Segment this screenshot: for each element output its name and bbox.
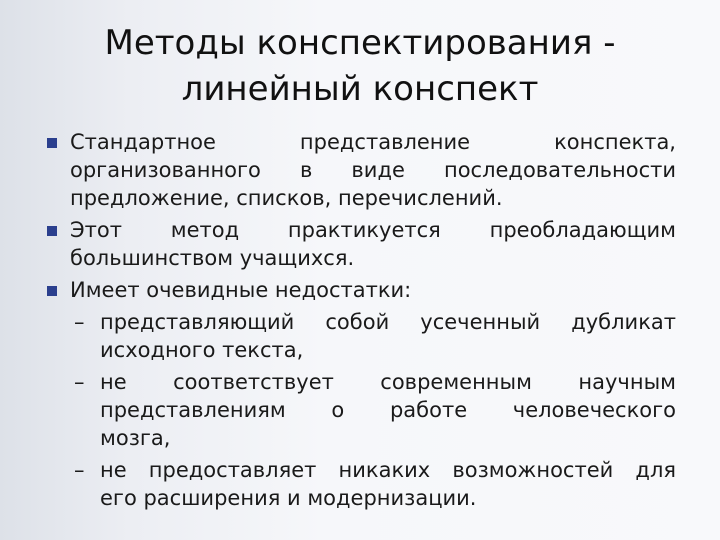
bullet-text-line: Имеет очевидные недостатки:	[70, 278, 412, 302]
slide-body	[44, 128, 676, 516]
subitem-text-line: его расширения и модернизации.	[100, 486, 477, 510]
bullet-text-line: большинством учащихся.	[70, 246, 355, 270]
square-bullet-icon	[47, 226, 57, 236]
title-line-1: Методы конспектирования -	[104, 23, 616, 63]
subitem-text-line: представлениям о работе человеческого	[100, 398, 676, 422]
title-line-2: линейный конспект	[181, 69, 539, 109]
dash-marker: –	[74, 310, 85, 334]
subitem-duplicate	[44, 308, 676, 364]
bullet-item-standard	[44, 128, 676, 212]
subitem-text-line: мозга,	[100, 426, 171, 450]
dash-marker: –	[74, 458, 85, 482]
subitem-text-line: не соответствует современным научным	[100, 370, 676, 394]
bullet-text-line: организованного в виде последовательности	[70, 158, 676, 182]
bullet-text-line: Стандартное представление конспекта,	[70, 130, 676, 154]
square-bullet-icon	[47, 138, 57, 148]
subitem-not-matching	[44, 368, 676, 452]
bullet-item-method	[44, 216, 676, 272]
slide-title	[40, 20, 680, 112]
subitem-text-line: исходного текста,	[100, 338, 304, 362]
bullet-text-line: Этот метод практикуется преобладающим	[70, 218, 676, 242]
subitem-text-line: не предоставляет никаких возможностей для	[100, 458, 676, 482]
dash-marker: –	[74, 370, 85, 394]
bullet-item-drawbacks	[44, 276, 676, 304]
subitem-no-expansion	[44, 456, 676, 512]
square-bullet-icon	[47, 286, 57, 296]
subitem-text-line: представляющий собой усеченный дубликат	[100, 310, 676, 334]
bullet-text-line: предложение, списков, перечислений.	[70, 186, 503, 210]
